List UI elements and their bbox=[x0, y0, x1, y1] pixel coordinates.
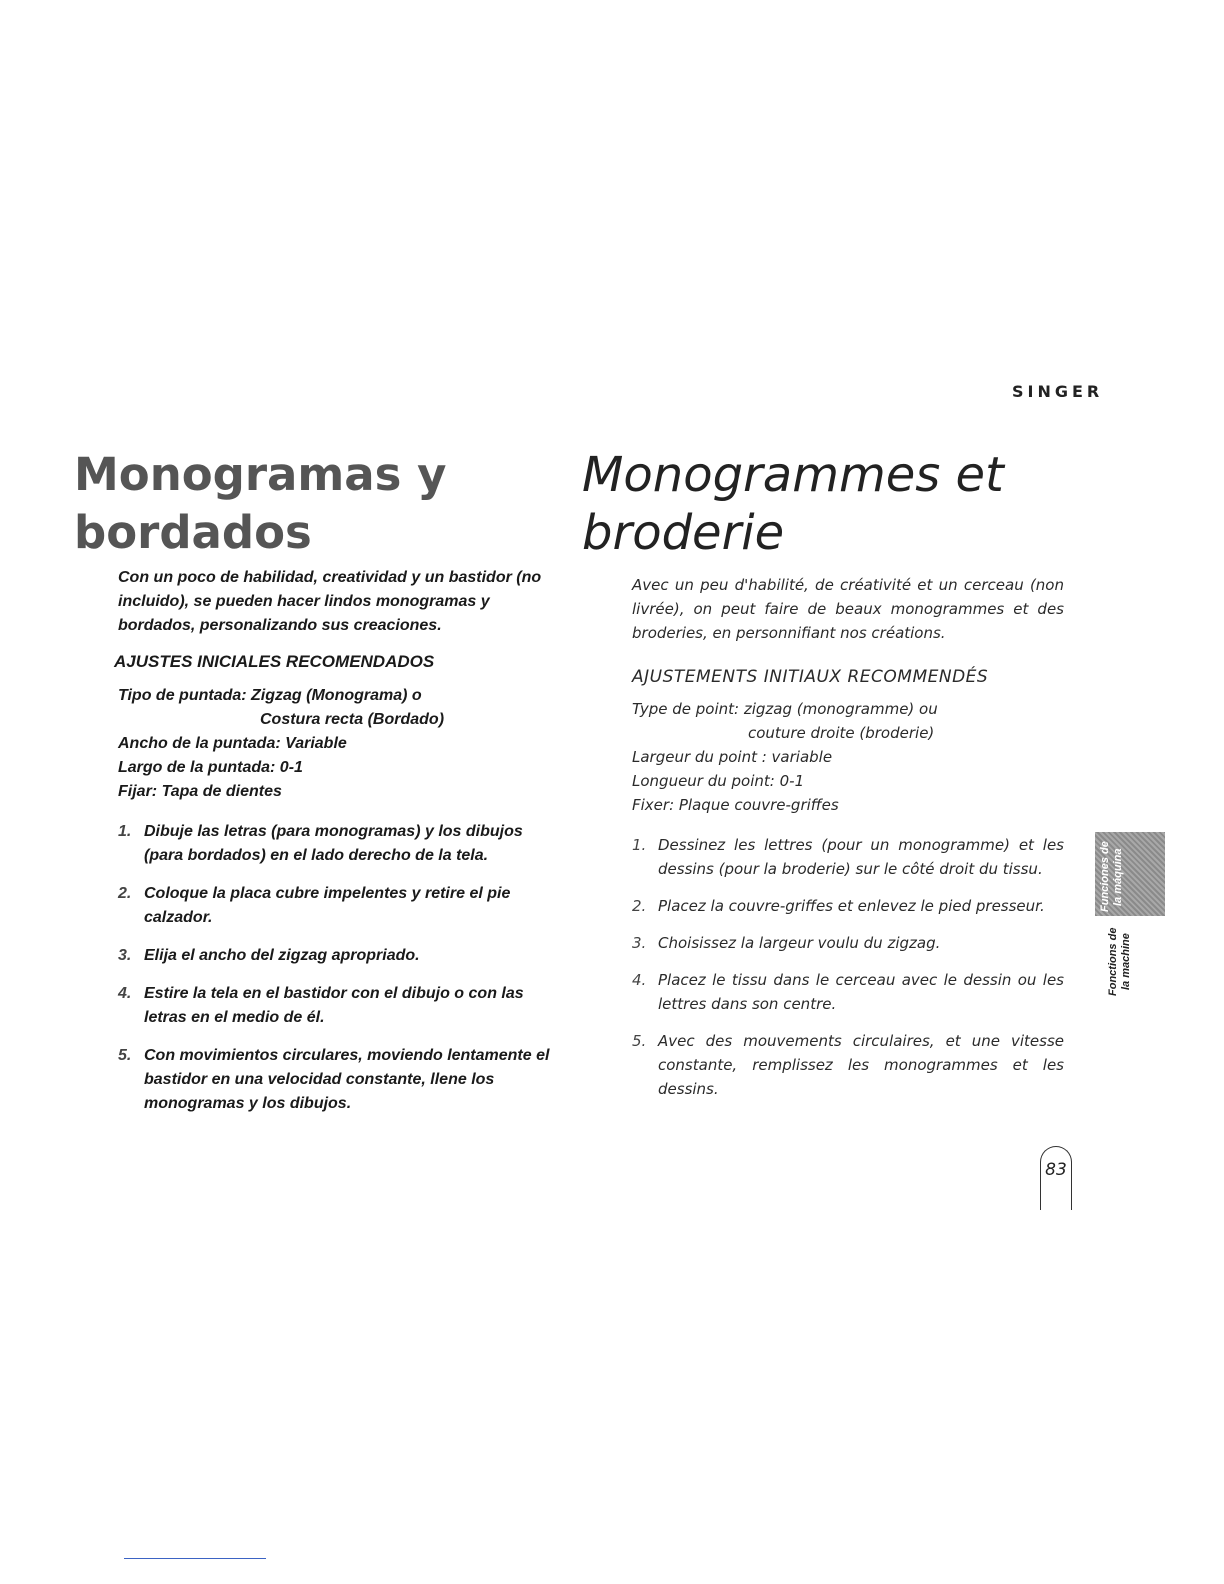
spanish-setting-fix: Fijar: Tapa de dientes bbox=[118, 783, 282, 800]
step-number: 4. bbox=[118, 985, 132, 1002]
spanish-setting-stitch-type-alt: Costura recta (Bordado) bbox=[260, 711, 445, 728]
step-text: Choisissez la largeur voulu du zigzag. bbox=[658, 934, 941, 952]
step-text: Avec des mouvements circulaires, et une vitesse constante, remplissez les monogrammes et les dessins. bbox=[658, 1032, 1064, 1098]
spanish-title bbox=[74, 446, 534, 562]
spanish-steps bbox=[118, 820, 558, 1116]
spanish-title-line-2: bordados bbox=[74, 506, 312, 559]
step-text: Con movimientos circulares, moviendo lentamente el bastidor en una velocidad constante, llene los monogramas y los dibujos. bbox=[144, 1047, 550, 1112]
french-step bbox=[632, 1029, 1064, 1101]
step-text: Placez le tissu dans le cerceau avec le dessin ou les lettres dans son centre. bbox=[658, 971, 1064, 1013]
step-number: 1. bbox=[118, 823, 132, 840]
french-step bbox=[632, 833, 1064, 881]
spanish-setting-width: Ancho de la puntada: Variable bbox=[118, 735, 347, 752]
spanish-step bbox=[118, 944, 558, 968]
spanish-settings bbox=[118, 684, 558, 804]
step-number: 3. bbox=[632, 934, 647, 952]
step-number: 1. bbox=[632, 836, 647, 854]
footnote-rule bbox=[124, 1558, 266, 1559]
french-step bbox=[632, 894, 1064, 918]
french-steps bbox=[632, 833, 1064, 1101]
step-number: 4. bbox=[632, 971, 647, 989]
step-number: 2. bbox=[632, 897, 647, 915]
step-text: Elija el ancho del zigzag apropriado. bbox=[144, 947, 420, 964]
french-intro: Avec un peu d'habilité, de créativité et un cerceau (non livrée), on peut faire de beaux monogrammes et des broderies, en personnifiant nos créations. bbox=[632, 576, 1064, 642]
french-setting-length: Longueur du point: 0-1 bbox=[632, 772, 805, 790]
french-setting-width: Largeur du point : variable bbox=[632, 748, 833, 766]
spanish-step bbox=[118, 820, 558, 868]
french-title-line-2: broderie bbox=[582, 505, 785, 561]
french-step bbox=[632, 968, 1064, 1016]
step-number: 5. bbox=[118, 1047, 132, 1064]
french-column bbox=[632, 573, 1064, 1114]
step-text: Placez la couvre-griffes et enlevez le pied presseur. bbox=[658, 897, 1045, 915]
spanish-setting-stitch-type: Tipo de puntada: Zigzag (Monograma) o bbox=[118, 687, 422, 704]
spanish-column bbox=[114, 566, 558, 1130]
page-number: 83 bbox=[1045, 1160, 1067, 1180]
french-setting-stitch-type-alt: couture droite (broderie) bbox=[748, 724, 935, 742]
step-text: Coloque la placa cubre impelentes y retire el pie calzador. bbox=[144, 885, 511, 926]
french-title bbox=[582, 446, 1142, 562]
step-number: 3. bbox=[118, 947, 132, 964]
french-title-line-1: Monogrammes et bbox=[582, 447, 1004, 503]
spanish-setting-length: Largo de la puntada: 0-1 bbox=[118, 759, 303, 776]
french-settings bbox=[632, 697, 1064, 817]
french-setting-fix: Fixer: Plaque couvre-griffes bbox=[632, 796, 839, 814]
step-number: 2. bbox=[118, 885, 132, 902]
french-setting-stitch-type: Type de point: zigzag (monogramme) ou bbox=[632, 700, 938, 718]
brand-logo-text: SINGER bbox=[1012, 382, 1104, 401]
spanish-step bbox=[118, 1044, 558, 1116]
step-number: 5. bbox=[632, 1032, 647, 1050]
step-text: Dibuje las letras (para monogramas) y los dibujos (para bordados) en el lado derecho de la tela. bbox=[144, 823, 523, 864]
french-settings-heading: AJUSTEMENTS INITIAUX RECOMMENDÉS bbox=[632, 667, 989, 687]
french-step bbox=[632, 931, 1064, 955]
section-tab-label-french: Fonctions de la machine bbox=[1107, 927, 1132, 997]
spanish-settings-heading: AJUSTES INICIALES RECOMENDADOS bbox=[114, 652, 435, 671]
section-tab-label-spanish: Funciones de la máquina bbox=[1099, 841, 1124, 913]
spanish-step bbox=[118, 982, 558, 1030]
spanish-step bbox=[118, 882, 558, 930]
step-text: Dessinez les lettres (pour un monogramme) et les dessins (pour la broderie) sur le côté droit du tissu. bbox=[658, 836, 1064, 878]
spanish-intro: Con un poco de habilidad, creatividad y un bastidor (no incluido), se pueden hacer lindos monogramas y bordados, personalizando sus creaciones. bbox=[118, 569, 542, 634]
spanish-title-line-1: Monogramas y bbox=[74, 448, 447, 501]
step-text: Estire la tela en el bastidor con el dibujo o con las letras en el medio de él. bbox=[144, 985, 524, 1026]
